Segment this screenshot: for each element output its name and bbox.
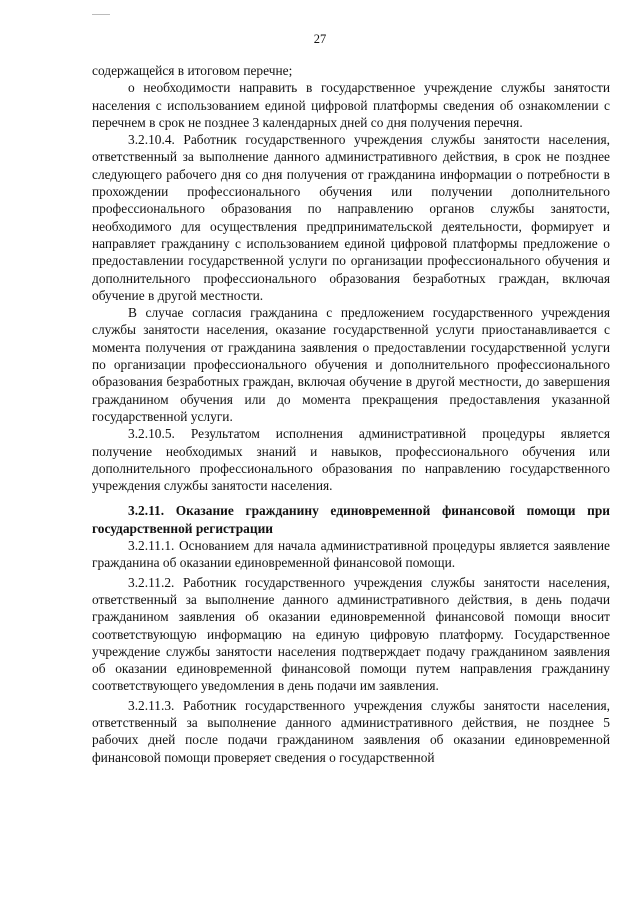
scan-artifact: [92, 14, 110, 15]
paragraph-3-2-10-5: 3.2.10.5. Результатом исполнения административной процедуры является получение необходимых знаний и навыков, профессионального обучения или дополнительного профессионального образования по направлению государственного учреждения службы занятости населения.: [92, 426, 610, 494]
document-body: [92, 62, 610, 766]
paragraph-3-2-11-1: 3.2.11.1. Основанием для начала административной процедуры является заявление гражданина об оказании единовременной финансовой помощи.: [92, 538, 610, 571]
paragraph-continuation: содержащейся в итоговом перечне;: [92, 63, 293, 78]
paragraph-3-2-11-3: 3.2.11.3. Работник государственного учреждения службы занятости населения, ответственный за выполнение данного административного действия, не позднее 5 рабочих дней после подачи гражданином заявления об оказании единовременной финансовой помощи проверяет сведения о государственной: [92, 697, 610, 765]
paragraph-3-2-11-2: 3.2.11.2. Работник государственного учреждения службы занятости населения, ответственный за выполнение данного административного действия, в день подачи гражданином заявления об оказании единовременной финансовой помощи вносит соответствующую информацию на единую цифровую платформу. Государственное учреждение службы занятости населения подтверждает подачу гражданином заявления об оказании единовременной финансовой помощи путем направления гражданину соответствующего уведомления в день подачи им заявления.: [92, 574, 610, 694]
paragraph-notification: о необходимости направить в государственное учреждение службы занятости населения с использованием единой цифровой платформы сведения об ознакомлении с перечнем в срок не позднее 3 календарных дней со дня получения перечня.: [92, 80, 610, 130]
paragraph-consent: В случае согласия гражданина с предложением государственного учреждения службы занятости населения, оказание государственной услуги приостанавливается с момента получения от гражданина заявления о предоставлении государственной услуги по организации профессионального обучения и дополнительного профессионального образования безработных граждан, включая обучение в другой местности, до завершения гражданином обучения или до момента прекращения предоставления указанной государственной услуги.: [92, 305, 610, 424]
section-heading-3-2-11: 3.2.11. Оказание гражданину единовременной финансовой помощи при государственной регистрации: [92, 503, 610, 536]
page-number: 27: [313, 32, 327, 46]
paragraph-3-2-10-4: 3.2.10.4. Работник государственного учреждения службы занятости населения, ответственный за выполнение данного административного действия, в срок не позднее следующего рабочего дня со дня получения от гражданина информации о потребности в прохождении профессионального обучения или получении дополнительного профессионального образования по направлению органов службы занятости, необходимого для осуществления предпринимательской деятельности, формирует и направляет гражданину с использованием единой цифровой платформы предложение о предоставлении государственной услуги по организации профессионального обучения и дополнительного профессионального образования безработных граждан, включая обучение в другой местности.: [92, 132, 610, 303]
